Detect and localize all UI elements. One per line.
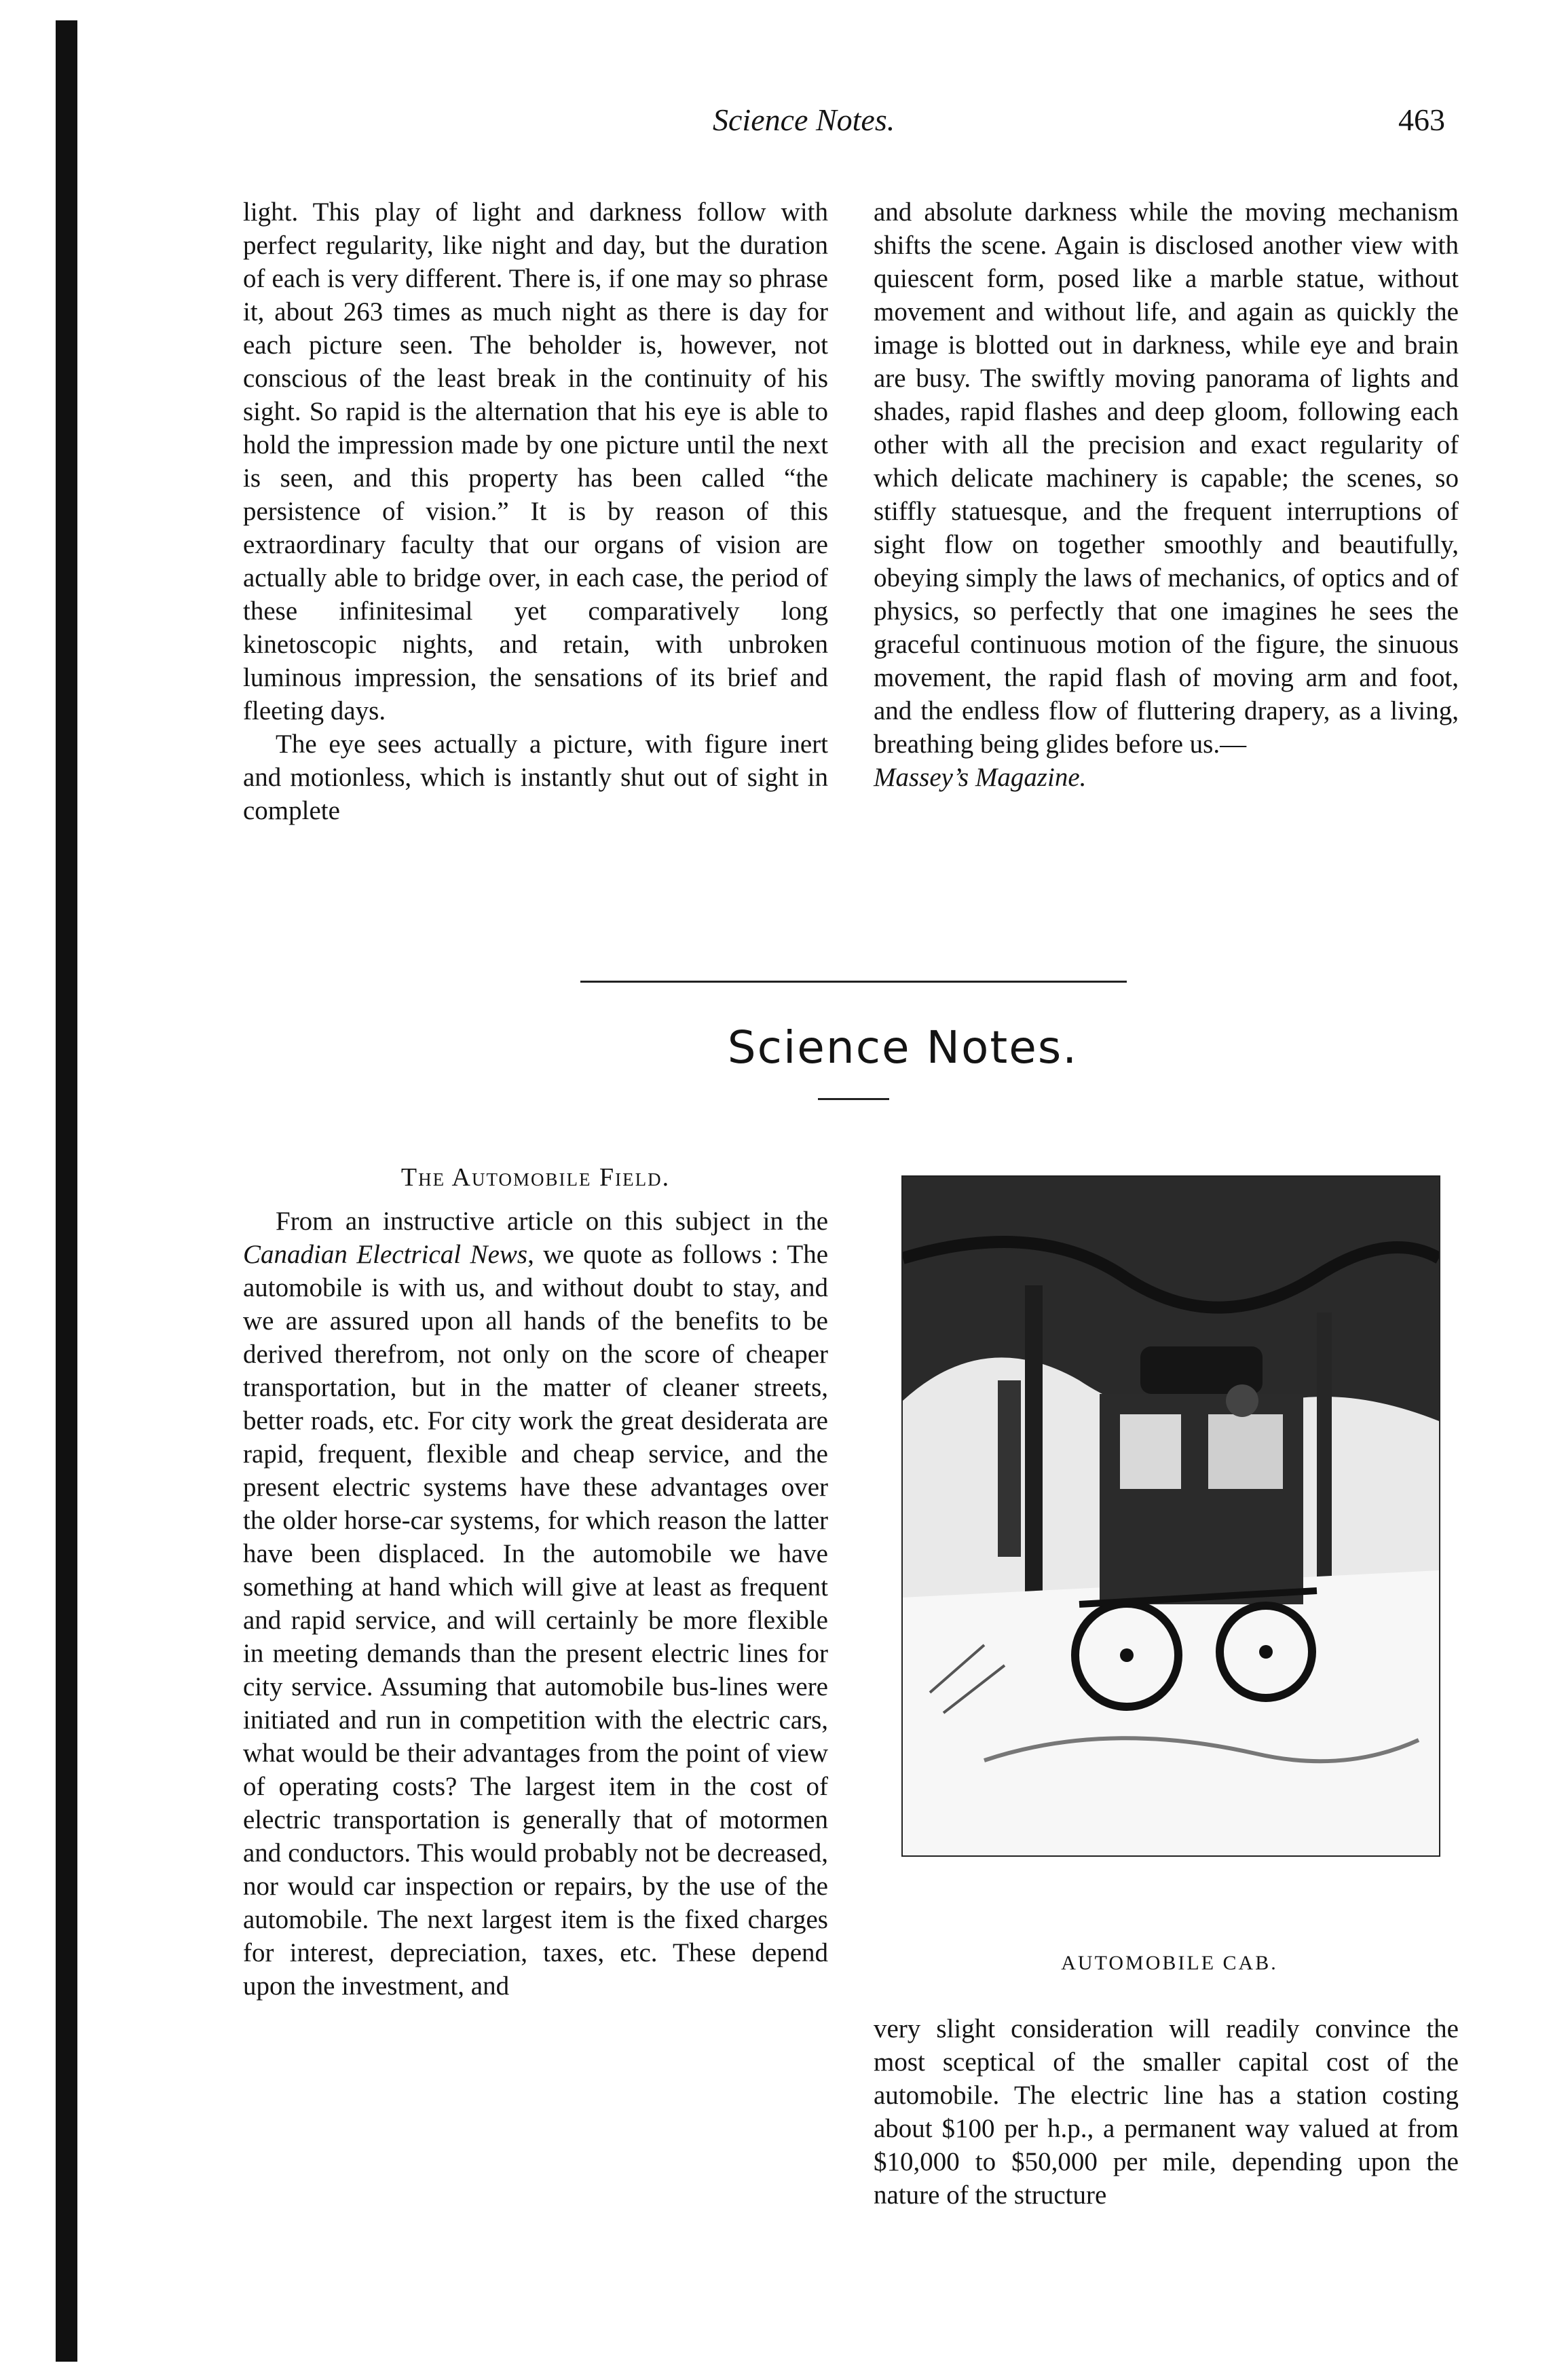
cited-source: Canadian Electrical News <box>243 1240 528 1269</box>
running-title: Science Notes. <box>713 102 895 137</box>
binding-edge <box>56 20 77 2362</box>
column-right-bottom <box>874 2012 1459 2212</box>
paragraph: The eye sees actually a picture, with figure inert and motionless, which is instantly shut out of sight in complete <box>243 730 828 825</box>
paragraph <box>243 1205 828 2003</box>
column-left-bottom <box>243 1205 828 2003</box>
paragraph-text: From an instructive article on this subject in the <box>276 1207 828 1236</box>
title-underline-rule <box>818 1098 889 1100</box>
column-left-top <box>243 195 828 827</box>
source-attribution: Massey’s Magazine. <box>874 763 1087 792</box>
automobile-cab-illustration <box>901 1175 1440 1857</box>
paragraph-text: , we quote as follows : The automobile is with us, and without doubt to stay, and we are assured upon all hands of the benefits to be derived therefrom, not only on the score of cheaper transportation, but in the matter of cleaner streets, better roads, etc. For city work the great desiderata are rapid, frequent, flexible and cheap service, and the present electric systems have these advantages over the older horse-car systems, for which reason the latter have been displaced. In the automobile we have something at hand which will give at least as frequent and rapid service, and will certainly be more flexible in meeting demands than the present electric lines for city service. Assuming that automobile bus-lines were initiated and run in competition with the electric cars, what would be their advantages from the point of view of operating costs? The largest item in the cost of electric transportation is generally that of motormen and conductors. This would probably not be decreased, nor would car inspection or repairs, by the use of the automobile. The next largest item is the fixed charges for interest, depreciation, taxes, etc. These depend upon the investment, and <box>243 1240 828 2001</box>
column-right-top <box>874 195 1459 794</box>
article-title: The Automobile Field. <box>400 1163 671 1192</box>
page-number: 463 <box>1398 102 1445 137</box>
figure-caption: AUTOMOBILE CAB. <box>1061 1952 1278 1974</box>
section-divider-rule <box>580 981 1127 983</box>
section-title: Science Notes. <box>727 1021 1079 1074</box>
paragraph <box>874 195 1459 794</box>
paragraph: light. This play of light and darkness follow with perfect regularity, like night and day, but the duration of each is very different. There is, if one may so phrase it, about 263 times as much night as there is day for each picture seen. The beholder is, however, not conscious of the least break in the continuity of his sight. So rapid is the alternation that his eye is able to hold the impression made by one picture until the next is seen, and this property has been called “the persistence of vision.” It is by reason of this extraordinary faculty that our organs of vision are actually able to bridge over, in each case, the period of these infinitesimal yet comparatively long kinetoscopic nights, and retain, with unbroken luminous impression, the sensations of its brief and fleeting days. <box>243 197 828 725</box>
illustration-graphic <box>903 1177 1439 1855</box>
paragraph-text: and absolute darkness while the moving mechanism shifts the scene. Again is disclosed another view with quiescent form, posed like a marble statue, without movement and without life, and again as quickly the image is blotted out in darkness, while eye and brain are busy. The swiftly moving panorama of lights and shades, rapid flashes and deep gloom, following each other with all the precision and exact regularity of which delicate machinery is capable; the scenes, so stiffly statuesque, and the frequent interruptions of sight flow on together smoothly and beautifully, obeying simply the laws of mechanics, of optics and of physics, so perfectly that one imagines he sees the graceful continuous motion of the figure, the sinuous movement, the rapid flash of moving arm and foot, and the endless flow of fluttering drapery, as a living, breathing being glides before us.— <box>874 197 1459 759</box>
paragraph: very slight consideration will readily convince the most sceptical of the smaller capital cost of the automobile. The electric line has a station costing about $100 per h.p., a permanent way valued at from $10,000 to $50,000 per mile, depending upon the nature of the structure <box>874 2014 1459 2210</box>
